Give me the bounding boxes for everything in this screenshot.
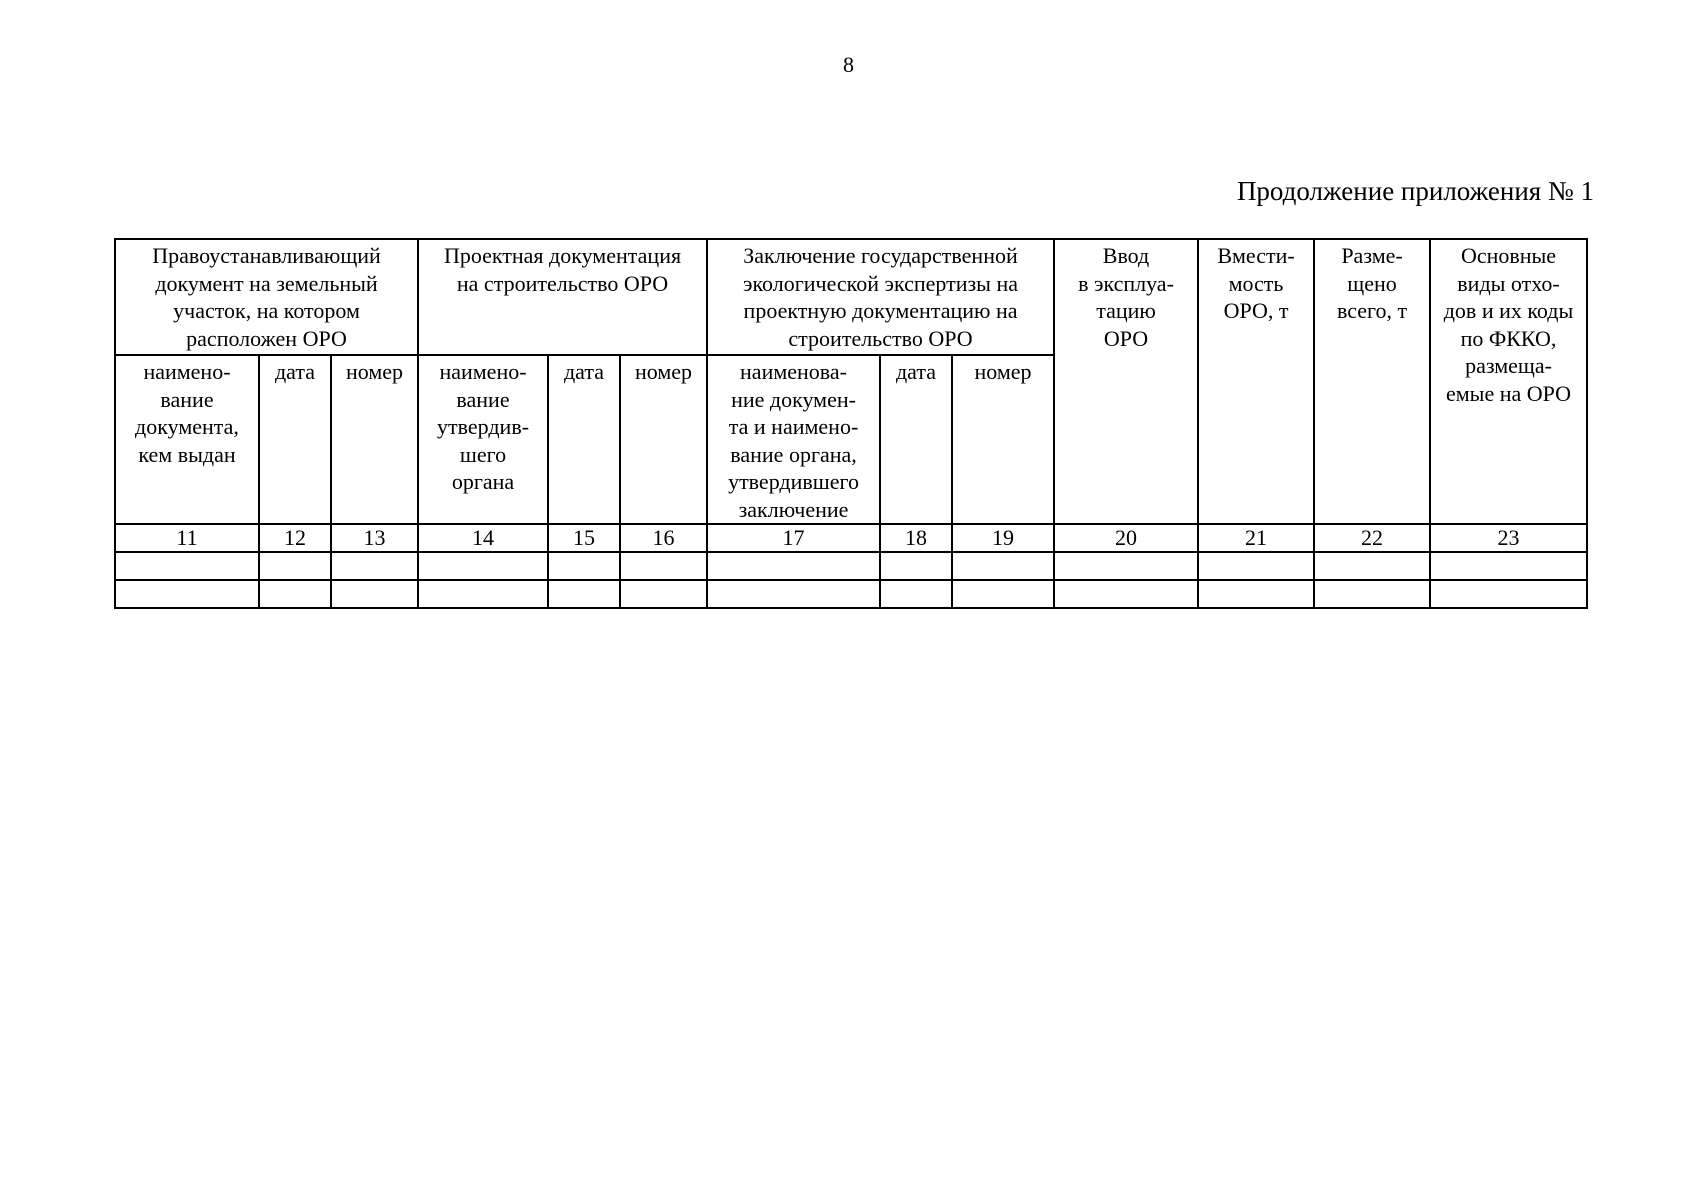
empty-cell: [418, 552, 548, 580]
column-number: 20: [1054, 524, 1198, 552]
land-doc-name-header: [115, 355, 259, 524]
expertise-doc-name-header: [707, 355, 880, 524]
empty-table-row: [115, 580, 1587, 608]
column-number: 15: [548, 524, 620, 552]
expertise-conclusion-header: [707, 239, 1054, 355]
project-doc-name-header-text: наимено- вание утвердив- шего органа: [437, 359, 530, 494]
project-documentation-header-text: Проектная документация на строительство ОРО: [443, 243, 682, 296]
column-number: 14: [418, 524, 548, 552]
capacity-header-text: Вмести- мость ОРО, т: [1217, 243, 1295, 323]
placed-total-header: [1314, 239, 1430, 524]
empty-cell: [259, 552, 331, 580]
land-doc-number-header-text: номер: [345, 359, 404, 384]
empty-cell: [880, 552, 952, 580]
group-header-row: [115, 239, 1587, 355]
empty-cell: [1430, 552, 1587, 580]
project-doc-date-header-text: дата: [563, 359, 605, 384]
empty-cell: [1198, 580, 1314, 608]
empty-cell: [115, 552, 259, 580]
column-number: 16: [620, 524, 707, 552]
expertise-doc-number-header: [952, 355, 1054, 524]
commissioning-header-text: Ввод в эксплуа- тацию ОРО: [1078, 243, 1174, 351]
column-number: 21: [1198, 524, 1314, 552]
column-number: 18: [880, 524, 952, 552]
empty-cell: [331, 552, 418, 580]
empty-cell: [1054, 552, 1198, 580]
empty-cell: [620, 580, 707, 608]
project-documentation-header: [418, 239, 707, 355]
empty-cell: [952, 580, 1054, 608]
empty-table-row: [115, 552, 1587, 580]
empty-cell: [1198, 552, 1314, 580]
placed-total-header-text: Разме- щено всего, т: [1336, 243, 1408, 323]
column-number: 12: [259, 524, 331, 552]
project-doc-number-header: [620, 355, 707, 524]
empty-cell: [548, 552, 620, 580]
column-number: 19: [952, 524, 1054, 552]
empty-cell: [880, 580, 952, 608]
column-number-row: [115, 524, 1587, 552]
land-document-header-text: Правоустанавливающий документ на земельный участок, на котором расположен ОРО: [152, 243, 381, 351]
land-doc-date-header-text: дата: [274, 359, 316, 384]
registry-table: [114, 238, 1588, 609]
empty-cell: [707, 552, 880, 580]
empty-cell: [1430, 580, 1587, 608]
land-doc-number-header: [331, 355, 418, 524]
empty-cell: [707, 580, 880, 608]
commissioning-header: [1054, 239, 1198, 524]
empty-cell: [620, 552, 707, 580]
empty-cell: [259, 580, 331, 608]
column-number: 22: [1314, 524, 1430, 552]
land-doc-date-header: [259, 355, 331, 524]
empty-cell: [952, 552, 1054, 580]
empty-cell: [418, 580, 548, 608]
empty-cell: [1314, 580, 1430, 608]
column-number: 17: [707, 524, 880, 552]
expertise-doc-date-header-text: дата: [895, 359, 937, 384]
empty-cell: [1054, 580, 1198, 608]
expertise-doc-date-header: [880, 355, 952, 524]
waste-types-header: [1430, 239, 1587, 524]
empty-cell: [115, 580, 259, 608]
expertise-conclusion-header-text: Заключение государственной экологической экспертизы на проектную документацию на строительство ОРО: [743, 243, 1018, 351]
empty-cell: [331, 580, 418, 608]
expertise-doc-number-header-text: номер: [974, 359, 1032, 384]
capacity-header: [1198, 239, 1314, 524]
project-doc-date-header: [548, 355, 620, 524]
continuation-title: Продолжение приложения № 1: [1236, 176, 1594, 206]
column-number: 13: [331, 524, 418, 552]
project-doc-number-header-text: номер: [634, 359, 693, 384]
land-doc-name-header-text: наимено- вание документа, кем выдан: [135, 359, 239, 467]
page-number: 8: [843, 52, 854, 77]
waste-types-header-text: Основные виды отхо- дов и их коды по ФККО, размеща- емые на ОРО: [1443, 243, 1574, 406]
land-document-header: [115, 239, 418, 355]
expertise-doc-name-header-text: наименова- ние докумен- та и наимено- вание органа, утвердившего заключение: [728, 359, 859, 522]
empty-cell: [548, 580, 620, 608]
project-doc-name-header: [418, 355, 548, 524]
column-number: 11: [115, 524, 259, 552]
column-number: 23: [1430, 524, 1587, 552]
empty-cell: [1314, 552, 1430, 580]
